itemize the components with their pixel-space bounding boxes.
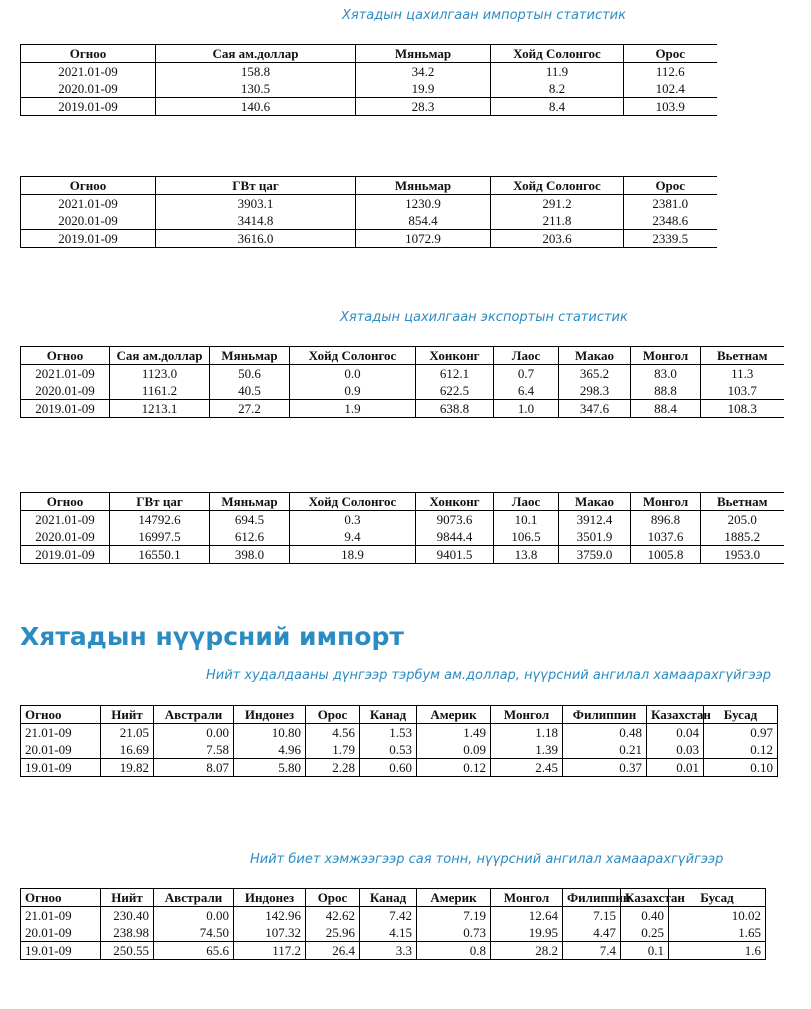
value-cell: 13.8	[494, 546, 559, 564]
value-cell: 14792.6	[110, 511, 210, 529]
column-header: Нийт	[101, 706, 154, 724]
value-cell: 1.53	[360, 724, 417, 742]
value-cell: 0.37	[563, 759, 647, 777]
table-row	[21, 212, 717, 230]
column-header: Монгол	[631, 493, 701, 511]
column-header: Лаос	[494, 493, 559, 511]
column-header: Вьетнам	[701, 347, 784, 365]
value-cell: 0.97	[704, 724, 778, 742]
column-header: Хонконг	[416, 493, 494, 511]
column-header: Сая ам.доллар	[110, 347, 210, 365]
value-cell: 0.12	[417, 759, 491, 777]
coal-volume-caption: Нийт биет хэмжээгээр сая тонн, нүүрсний ангилал хамаарахгүйгээр	[250, 852, 724, 867]
table-row	[21, 382, 784, 400]
import-value-table	[20, 44, 717, 116]
value-cell: 0.01	[647, 759, 704, 777]
column-header: Хонконг	[416, 347, 494, 365]
value-cell: 10.02	[669, 907, 766, 925]
date-cell: 21.01-09	[21, 724, 101, 742]
value-cell: 26.4	[306, 942, 360, 960]
date-cell: 2020.01-09	[21, 80, 156, 98]
value-cell: 19.95	[491, 924, 563, 942]
value-cell: 0.3	[290, 511, 416, 529]
header-row	[21, 493, 784, 511]
column-header: Лаос	[494, 347, 559, 365]
table-row	[21, 230, 717, 248]
value-cell: 1213.1	[110, 400, 210, 418]
value-cell: 3616.0	[156, 230, 356, 248]
export-value-table	[20, 346, 784, 418]
column-header: Индонез	[234, 889, 306, 907]
value-cell: 140.6	[156, 98, 356, 116]
value-cell: 1005.8	[631, 546, 701, 564]
value-cell: 347.6	[559, 400, 631, 418]
value-cell: 638.8	[416, 400, 494, 418]
value-cell: 0.1	[621, 942, 669, 960]
value-cell: 1.18	[491, 724, 563, 742]
value-cell: 3501.9	[559, 528, 631, 546]
value-cell: 203.6	[491, 230, 624, 248]
column-header: Вьетнам	[701, 493, 784, 511]
value-cell: 2339.5	[624, 230, 717, 248]
table-row	[21, 546, 784, 564]
date-cell: 2020.01-09	[21, 212, 156, 230]
value-cell: 0.9	[290, 382, 416, 400]
value-cell: 0.40	[621, 907, 669, 925]
column-header: Огноо	[21, 177, 156, 195]
value-cell: 142.96	[234, 907, 306, 925]
column-header: Хойд Солонгос	[491, 45, 624, 63]
value-cell: 854.4	[356, 212, 491, 230]
date-cell: 2019.01-09	[21, 400, 110, 418]
column-header: Монгол	[491, 706, 563, 724]
date-cell: 2020.01-09	[21, 382, 110, 400]
value-cell: 211.8	[491, 212, 624, 230]
column-header: Огноо	[21, 347, 110, 365]
value-cell: 1072.9	[356, 230, 491, 248]
value-cell: 65.6	[154, 942, 234, 960]
column-header: Австрали	[154, 706, 234, 724]
header-row	[21, 45, 717, 63]
header-row	[21, 706, 778, 724]
column-header: Сая ам.доллар	[156, 45, 356, 63]
column-header: Орос	[624, 177, 717, 195]
value-cell: 16997.5	[110, 528, 210, 546]
value-cell: 19.9	[356, 80, 491, 98]
value-cell: 2.28	[306, 759, 360, 777]
value-cell: 8.07	[154, 759, 234, 777]
column-header: Филиппин	[563, 889, 621, 907]
value-cell: 16550.1	[110, 546, 210, 564]
value-cell: 25.96	[306, 924, 360, 942]
column-header: Мяньмар	[356, 177, 491, 195]
date-cell: 2021.01-09	[21, 63, 156, 81]
value-cell: 88.4	[631, 400, 701, 418]
table-row	[21, 195, 717, 213]
value-cell: 3903.1	[156, 195, 356, 213]
value-cell: 8.4	[491, 98, 624, 116]
value-cell: 103.9	[624, 98, 717, 116]
value-cell: 28.3	[356, 98, 491, 116]
value-cell: 7.58	[154, 741, 234, 759]
table-row	[21, 400, 784, 418]
column-header: Хойд Солонгос	[290, 493, 416, 511]
value-cell: 34.2	[356, 63, 491, 81]
value-cell: 0.04	[647, 724, 704, 742]
value-cell: 108.3	[701, 400, 784, 418]
value-cell: 42.62	[306, 907, 360, 925]
column-header: Бусад	[669, 889, 766, 907]
column-header: Нийт	[101, 889, 154, 907]
value-cell: 112.6	[624, 63, 717, 81]
value-cell: 1.39	[491, 741, 563, 759]
column-header: Австрали	[154, 889, 234, 907]
value-cell: 3414.8	[156, 212, 356, 230]
table-row	[21, 924, 766, 942]
value-cell: 18.9	[290, 546, 416, 564]
value-cell: 83.0	[631, 365, 701, 383]
export-volume-table	[20, 492, 784, 564]
value-cell: 28.2	[491, 942, 563, 960]
value-cell: 4.15	[360, 924, 417, 942]
column-header: Канад	[360, 889, 417, 907]
value-cell: 1.65	[669, 924, 766, 942]
value-cell: 5.80	[234, 759, 306, 777]
value-cell: 21.05	[101, 724, 154, 742]
value-cell: 0.53	[360, 741, 417, 759]
column-header: Орос	[306, 706, 360, 724]
value-cell: 1037.6	[631, 528, 701, 546]
value-cell: 291.2	[491, 195, 624, 213]
import-caption: Хятадын цахилгаан импортын статистик	[342, 8, 626, 23]
value-cell: 2.45	[491, 759, 563, 777]
date-cell: 21.01-09	[21, 907, 101, 925]
value-cell: 3.3	[360, 942, 417, 960]
value-cell: 0.03	[647, 741, 704, 759]
column-header: Мяньмар	[210, 347, 290, 365]
coal-value-caption: Нийт худалдааны дүнгээр тэрбум ам.доллар, нүүрсний ангилал хамаарахгүйгээр	[206, 668, 771, 683]
value-cell: 11.3	[701, 365, 784, 383]
date-cell: 2019.01-09	[21, 230, 156, 248]
value-cell: 130.5	[156, 80, 356, 98]
value-cell: 3912.4	[559, 511, 631, 529]
date-cell: 2021.01-09	[21, 511, 110, 529]
value-cell: 238.98	[101, 924, 154, 942]
value-cell: 0.00	[154, 724, 234, 742]
value-cell: 0.10	[704, 759, 778, 777]
column-header: Канад	[360, 706, 417, 724]
value-cell: 10.1	[494, 511, 559, 529]
value-cell: 9401.5	[416, 546, 494, 564]
value-cell: 19.82	[101, 759, 154, 777]
value-cell: 9844.4	[416, 528, 494, 546]
value-cell: 612.1	[416, 365, 494, 383]
column-header: Огноо	[21, 45, 156, 63]
column-header: Хойд Солонгос	[491, 177, 624, 195]
table-row	[21, 98, 717, 116]
date-cell: 19.01-09	[21, 759, 101, 777]
column-header: Бусад	[704, 706, 778, 724]
value-cell: 7.42	[360, 907, 417, 925]
value-cell: 3759.0	[559, 546, 631, 564]
value-cell: 365.2	[559, 365, 631, 383]
coal-import-heading: Хятадын нүүрсний импорт	[20, 622, 404, 651]
column-header: Казахстан	[647, 706, 704, 724]
value-cell: 7.19	[417, 907, 491, 925]
value-cell: 9073.6	[416, 511, 494, 529]
value-cell: 0.21	[563, 741, 647, 759]
value-cell: 4.47	[563, 924, 621, 942]
column-header: Филиппин	[563, 706, 647, 724]
date-cell: 20.01-09	[21, 924, 101, 942]
value-cell: 7.4	[563, 942, 621, 960]
column-header: Монгол	[631, 347, 701, 365]
value-cell: 2348.6	[624, 212, 717, 230]
value-cell: 250.55	[101, 942, 154, 960]
column-header: Макао	[559, 347, 631, 365]
value-cell: 1885.2	[701, 528, 784, 546]
value-cell: 9.4	[290, 528, 416, 546]
table-row	[21, 63, 717, 81]
coal-volume-table	[20, 888, 766, 960]
column-header: Америк	[417, 889, 491, 907]
value-cell: 0.7	[494, 365, 559, 383]
value-cell: 0.00	[154, 907, 234, 925]
value-cell: 103.7	[701, 382, 784, 400]
value-cell: 622.5	[416, 382, 494, 400]
value-cell: 40.5	[210, 382, 290, 400]
header-row	[21, 177, 717, 195]
value-cell: 12.64	[491, 907, 563, 925]
column-header: Индонез	[234, 706, 306, 724]
value-cell: 1161.2	[110, 382, 210, 400]
value-cell: 7.15	[563, 907, 621, 925]
value-cell: 27.2	[210, 400, 290, 418]
table-row	[21, 741, 778, 759]
value-cell: 11.9	[491, 63, 624, 81]
column-header: ГВт цаг	[156, 177, 356, 195]
date-cell: 2021.01-09	[21, 195, 156, 213]
value-cell: 4.96	[234, 741, 306, 759]
value-cell: 0.8	[417, 942, 491, 960]
value-cell: 102.4	[624, 80, 717, 98]
value-cell: 1.6	[669, 942, 766, 960]
export-caption: Хятадын цахилгаан экспортын статистик	[340, 310, 628, 325]
value-cell: 2381.0	[624, 195, 717, 213]
date-cell: 19.01-09	[21, 942, 101, 960]
date-cell: 20.01-09	[21, 741, 101, 759]
value-cell: 0.0	[290, 365, 416, 383]
column-header: Америк	[417, 706, 491, 724]
table-row	[21, 759, 778, 777]
column-header: Орос	[306, 889, 360, 907]
value-cell: 8.2	[491, 80, 624, 98]
value-cell: 205.0	[701, 511, 784, 529]
value-cell: 6.4	[494, 382, 559, 400]
value-cell: 10.80	[234, 724, 306, 742]
column-header: ГВт цаг	[110, 493, 210, 511]
table-row	[21, 907, 766, 925]
header-row	[21, 347, 784, 365]
column-header: Огноо	[21, 493, 110, 511]
table-row	[21, 80, 717, 98]
value-cell: 117.2	[234, 942, 306, 960]
value-cell: 74.50	[154, 924, 234, 942]
column-header: Мяньмар	[356, 45, 491, 63]
value-cell: 1123.0	[110, 365, 210, 383]
value-cell: 106.5	[494, 528, 559, 546]
value-cell: 0.73	[417, 924, 491, 942]
value-cell: 16.69	[101, 741, 154, 759]
value-cell: 158.8	[156, 63, 356, 81]
value-cell: 0.12	[704, 741, 778, 759]
value-cell: 1.49	[417, 724, 491, 742]
value-cell: 0.25	[621, 924, 669, 942]
table-row	[21, 511, 784, 529]
date-cell: 2019.01-09	[21, 546, 110, 564]
value-cell: 50.6	[210, 365, 290, 383]
column-header: Макао	[559, 493, 631, 511]
date-cell: 2021.01-09	[21, 365, 110, 383]
table-row	[21, 942, 766, 960]
value-cell: 612.6	[210, 528, 290, 546]
value-cell: 398.0	[210, 546, 290, 564]
value-cell: 1.79	[306, 741, 360, 759]
table-row	[21, 365, 784, 383]
column-header: Мяньмар	[210, 493, 290, 511]
import-volume-table	[20, 176, 717, 248]
column-header: Огноо	[21, 706, 101, 724]
value-cell: 1953.0	[701, 546, 784, 564]
value-cell: 694.5	[210, 511, 290, 529]
table-row	[21, 528, 784, 546]
date-cell: 2020.01-09	[21, 528, 110, 546]
value-cell: 896.8	[631, 511, 701, 529]
value-cell: 0.48	[563, 724, 647, 742]
value-cell: 298.3	[559, 382, 631, 400]
header-row	[21, 889, 766, 907]
column-header: Хойд Солонгос	[290, 347, 416, 365]
column-header: Огноо	[21, 889, 101, 907]
value-cell: 107.32	[234, 924, 306, 942]
column-header: Монгол	[491, 889, 563, 907]
value-cell: 4.56	[306, 724, 360, 742]
value-cell: 1.0	[494, 400, 559, 418]
value-cell: 0.09	[417, 741, 491, 759]
value-cell: 1.9	[290, 400, 416, 418]
date-cell: 2019.01-09	[21, 98, 156, 116]
value-cell: 1230.9	[356, 195, 491, 213]
table-row	[21, 724, 778, 742]
coal-value-table	[20, 705, 778, 777]
value-cell: 230.40	[101, 907, 154, 925]
value-cell: 0.60	[360, 759, 417, 777]
column-header: Орос	[624, 45, 717, 63]
column-header: Казахстан	[621, 889, 669, 907]
value-cell: 88.8	[631, 382, 701, 400]
